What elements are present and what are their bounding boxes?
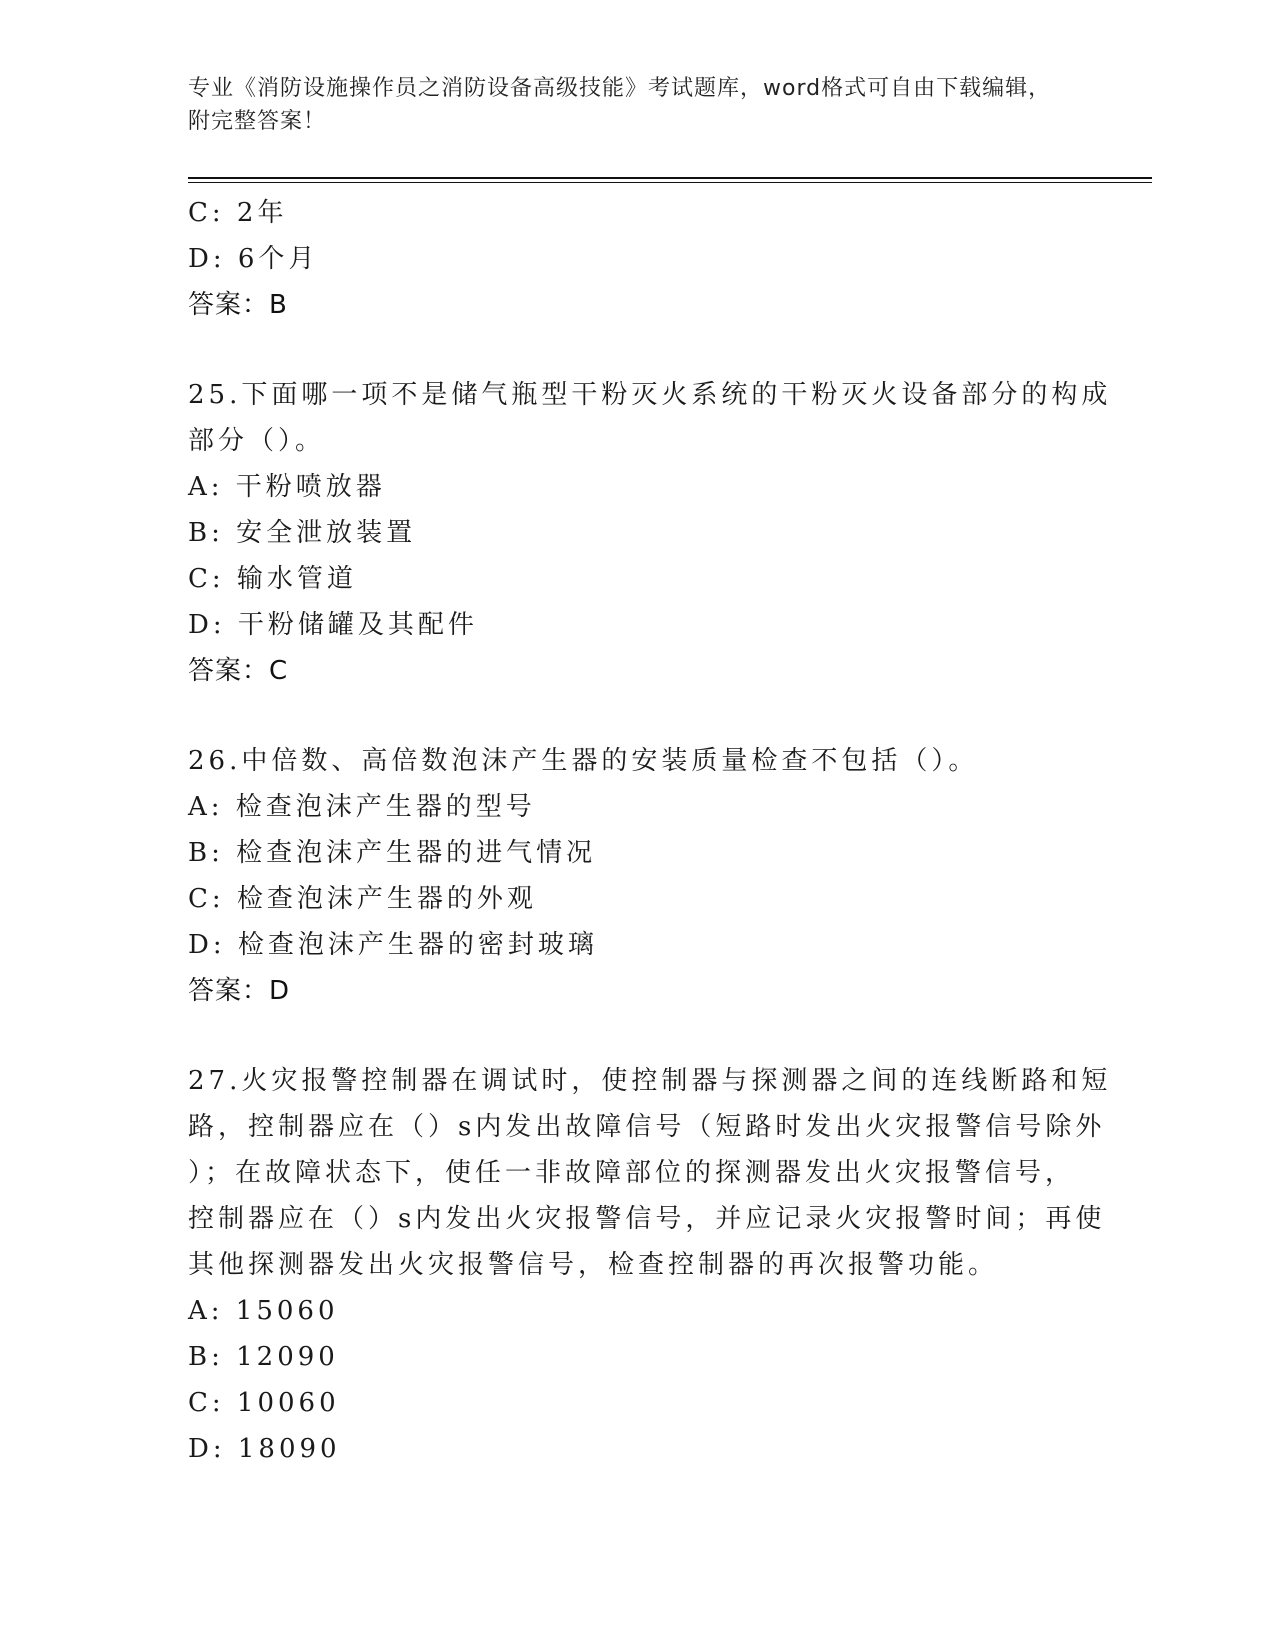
answer-line: 答案：B bbox=[188, 290, 288, 320]
option-a: A: 15060 bbox=[188, 1296, 339, 1326]
question-27 bbox=[188, 1058, 1112, 1472]
header-divider-thin bbox=[188, 182, 1152, 183]
option-d: D: 干粉储罐及其配件 bbox=[188, 610, 478, 640]
question-text-line: 其他探测器发出火灾报警信号，检查控制器的再次报警功能。 bbox=[188, 1250, 999, 1280]
question-text-line: 部分（）。 bbox=[188, 426, 326, 456]
question-content bbox=[188, 190, 1112, 1472]
question-text-line: 26.中倍数、高倍数泡沫产生器的安装质量检查不包括（）。 bbox=[188, 746, 979, 776]
option-d: D: 18090 bbox=[188, 1434, 341, 1464]
question-text-line: 路，控制器应在（）s内发出故障信号（短路时发出火灾报警信号除外 bbox=[188, 1112, 1106, 1142]
answer-line: 答案：C bbox=[188, 656, 289, 686]
option-c: C: 检查泡沫产生器的外观 bbox=[188, 884, 537, 914]
option-a: A: 检查泡沫产生器的型号 bbox=[188, 792, 536, 822]
option-c: C: 10060 bbox=[188, 1388, 340, 1418]
question-text-line: ）；在故障状态下，使任一非故障部位的探测器发出火灾报警信号， bbox=[188, 1158, 1076, 1188]
option-b: B: 安全泄放装置 bbox=[188, 518, 417, 548]
question-text-line: 25.下面哪一项不是储气瓶型干粉灭火系统的干粉灭火设备部分的构成 bbox=[188, 380, 1112, 410]
question-text-line: 控制器应在（）s内发出火灾报警信号，并应记录火灾报警时间；再使 bbox=[188, 1204, 1106, 1234]
answer-line: 答案：D bbox=[188, 976, 291, 1006]
previous-question-tail bbox=[188, 190, 1088, 328]
question-26 bbox=[188, 738, 1088, 1014]
option-b: B: 12090 bbox=[188, 1342, 339, 1372]
option-d: D: 检查泡沫产生器的密封玻璃 bbox=[188, 930, 598, 960]
question-text-line: 27.火灾报警控制器在调试时，使控制器与探测器之间的连线断路和短 bbox=[188, 1066, 1112, 1096]
header-divider-thick bbox=[188, 177, 1152, 179]
document-header: 专业《消防设施操作员之消防设备高级技能》考试题库，word格式可自由下载编辑，附完整答案！ bbox=[188, 76, 1052, 134]
question-25 bbox=[188, 372, 1112, 694]
option-b: B: 检查泡沫产生器的进气情况 bbox=[188, 838, 597, 868]
option-d: D: 6个月 bbox=[188, 244, 319, 274]
option-c: C: 输水管道 bbox=[188, 564, 357, 594]
option-c: C: 2年 bbox=[188, 198, 288, 228]
option-a: A: 干粉喷放器 bbox=[188, 472, 386, 502]
